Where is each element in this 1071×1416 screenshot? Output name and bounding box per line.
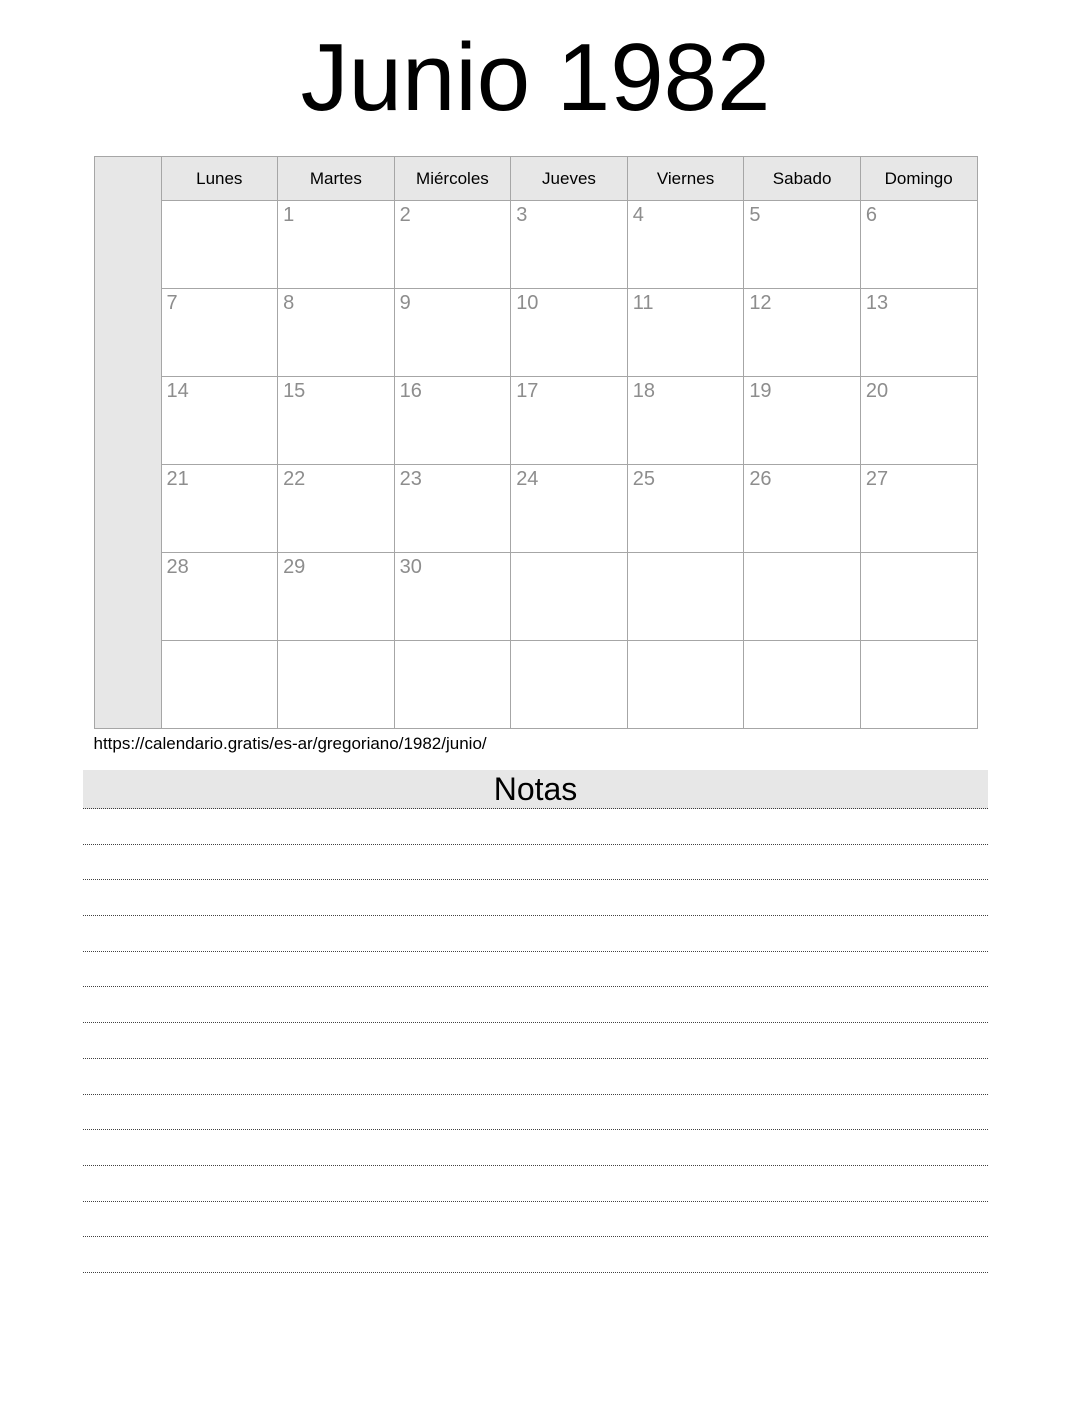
day-cell: 22 — [278, 465, 395, 553]
calendar-week-row — [94, 377, 977, 465]
day-cell: 26 — [744, 465, 861, 553]
day-cell — [744, 553, 861, 641]
day-cell — [860, 641, 977, 729]
day-cell — [161, 641, 278, 729]
calendar-week-row — [94, 289, 977, 377]
notes-line — [83, 1237, 988, 1273]
calendar-week-row — [94, 465, 977, 553]
day-cell: 15 — [278, 377, 395, 465]
day-cell: 5 — [744, 201, 861, 289]
notes-line — [83, 1023, 988, 1059]
day-cell: 10 — [511, 289, 628, 377]
notes-line — [83, 1130, 988, 1166]
day-cell — [627, 641, 744, 729]
day-cell: 1 — [278, 201, 395, 289]
notes-section-header: Notas — [83, 770, 988, 809]
day-cell: 27 — [860, 465, 977, 553]
notes-line — [83, 809, 988, 845]
day-cell: 13 — [860, 289, 977, 377]
day-cell: 2 — [394, 201, 511, 289]
notes-line — [83, 845, 988, 881]
notes-lines — [83, 809, 988, 1273]
day-cell: 24 — [511, 465, 628, 553]
day-cell: 23 — [394, 465, 511, 553]
day-cell — [278, 641, 395, 729]
day-cell: 6 — [860, 201, 977, 289]
day-cell — [161, 201, 278, 289]
day-cell: 19 — [744, 377, 861, 465]
weekday-header-domingo: Domingo — [860, 157, 977, 201]
day-cell: 9 — [394, 289, 511, 377]
calendar-week-row — [94, 641, 977, 729]
notes-line — [83, 952, 988, 988]
day-cell: 18 — [627, 377, 744, 465]
day-cell: 7 — [161, 289, 278, 377]
weekday-header-sabado: Sabado — [744, 157, 861, 201]
day-cell: 4 — [627, 201, 744, 289]
day-cell: 28 — [161, 553, 278, 641]
calendar-week-row — [94, 553, 977, 641]
day-cell: 11 — [627, 289, 744, 377]
day-cell: 14 — [161, 377, 278, 465]
source-url-text: https://calendario.gratis/es-ar/gregoriano/1982/junio/ — [93, 734, 487, 753]
day-cell — [511, 553, 628, 641]
day-cell — [627, 553, 744, 641]
calendar-week-row — [94, 201, 977, 289]
notes-line — [83, 916, 988, 952]
calendar-table — [94, 156, 978, 729]
week-number-column — [94, 157, 161, 729]
day-cell — [511, 641, 628, 729]
day-cell: 8 — [278, 289, 395, 377]
day-cell: 25 — [627, 465, 744, 553]
day-cell — [744, 641, 861, 729]
day-cell — [860, 553, 977, 641]
day-cell: 30 — [394, 553, 511, 641]
notes-line — [83, 880, 988, 916]
weekday-header-viernes: Viernes — [627, 157, 744, 201]
notes-line — [83, 1202, 988, 1238]
weekday-header-miercoles: Miércoles — [394, 157, 511, 201]
notes-line — [83, 1095, 988, 1131]
page-title: Junio 1982 — [300, 24, 771, 131]
day-cell — [394, 641, 511, 729]
notes-line — [83, 1166, 988, 1202]
day-cell: 20 — [860, 377, 977, 465]
notes-line — [83, 987, 988, 1023]
day-cell: 16 — [394, 377, 511, 465]
weekday-header-martes: Martes — [278, 157, 395, 201]
weekday-header-jueves: Jueves — [511, 157, 628, 201]
day-cell: 17 — [511, 377, 628, 465]
day-cell: 21 — [161, 465, 278, 553]
day-cell: 29 — [278, 553, 395, 641]
day-cell: 3 — [511, 201, 628, 289]
weekday-header-lunes: Lunes — [161, 157, 278, 201]
calendar-header-row — [94, 157, 977, 201]
notes-line — [83, 1059, 988, 1095]
day-cell: 12 — [744, 289, 861, 377]
